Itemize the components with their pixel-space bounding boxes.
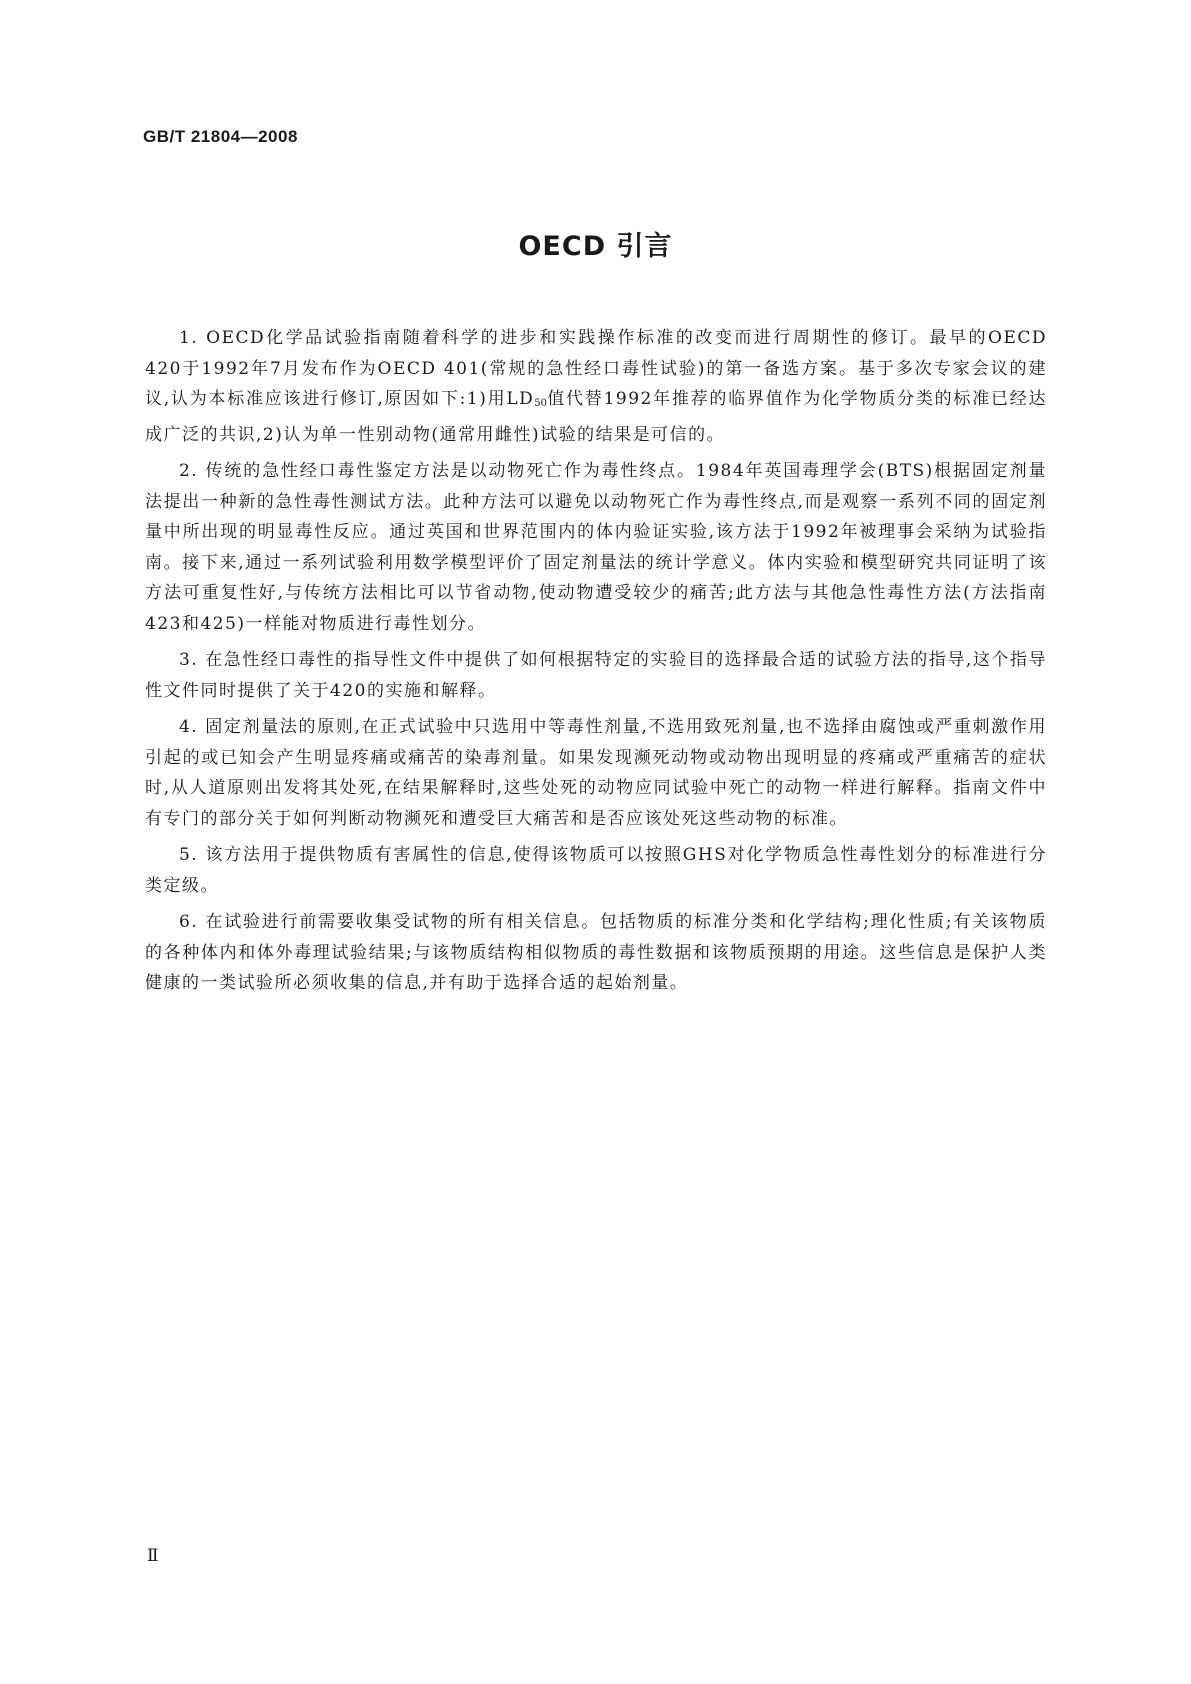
body-text: [145, 323, 1047, 1005]
paragraph-5: 5. 该方法用于提供物质有害属性的信息,使得该物质可以按照GHS对化学物质急性毒性划分的标准进行分类定级。: [145, 845, 1047, 896]
paragraph-4: 4. 固定剂量法的原则,在正式试验中只选用中等毒性剂量,不选用致死剂量,也不选择由腐蚀或严重刺激作用引起的或已知会产生明显疼痛或痛苦的染毒剂量。如果发现濒死动物或动物出现明显的疼痛或严重痛苦的症状时,从人道原则出发将其处死,在结果解释时,这些处死的动物应同试验中死亡的动物一样进行解释。指南文件中有专门的部分关于如何判断动物濒死和遭受巨大痛苦和是否应该处死这些动物的标准。: [145, 717, 1047, 829]
paragraph-1-text-b: 值代替1992年推荐的临界值作为化学物质分类的标准已经达成广泛的共识,2)认为单一性别动物(通常用雌性)试验的结果是可信的。: [145, 389, 1047, 445]
page-title: OECD 引言: [518, 231, 673, 262]
paragraph-1: [145, 323, 1047, 450]
paragraph-3: 3. 在急性经口毒性的指导性文件中提供了如何根据特定的实验目的选择最合适的试验方法的指导,这个指导性文件同时提供了关于420的实施和解释。: [145, 650, 1047, 701]
paragraph-1-text-a: 1. OECD化学品试验指南随着科学的进步和实践操作标准的改变而进行周期性的修订。最早的OECD 420于1992年7月发布作为OECD 401(常规的急性经口毒性试验)的第一备选方案。基于多次专家会议的建议,认为本标准应该进行修订,原因如下:1)用LD: [145, 328, 1047, 409]
paragraph-2: 2. 传统的急性经口毒性鉴定方法是以动物死亡作为毒性终点。1984年英国毒理学会(BTS)根据固定剂量法提出一种新的急性毒性测试方法。此种方法可以避免以动物死亡作为毒性终点,而是观察一系列不同的固定剂量中所出现的明显毒性反应。通过英国和世界范围内的体内验证实验,该方法于1992年被理事会采纳为试验指南。接下来,通过一系列试验利用数学模型评价了固定剂量法的统计学意义。体内实验和模型研究共同证明了该方法可重复性好,与传统方法相比可以节省动物,使动物遭受较少的痛苦;此方法与其他急性毒性方法(方法指南423和425)一样能对物质进行毒性划分。: [145, 461, 1047, 634]
paragraph-6: 6. 在试验进行前需要收集受试物的所有相关信息。包括物质的标准分类和化学结构;理化性质;有关该物质的各种体内和体外毒理试验结果;与该物质结构相似物质的毒性数据和该物质预期的用途。这些信息是保护人类健康的一类试验所必须收集的信息,并有助于选择合适的起始剂量。: [145, 912, 1047, 993]
page-number: Ⅱ: [147, 1546, 159, 1565]
ld50-subscript: 50: [534, 398, 548, 409]
standard-code: GB/T 21804—2008: [143, 127, 298, 146]
